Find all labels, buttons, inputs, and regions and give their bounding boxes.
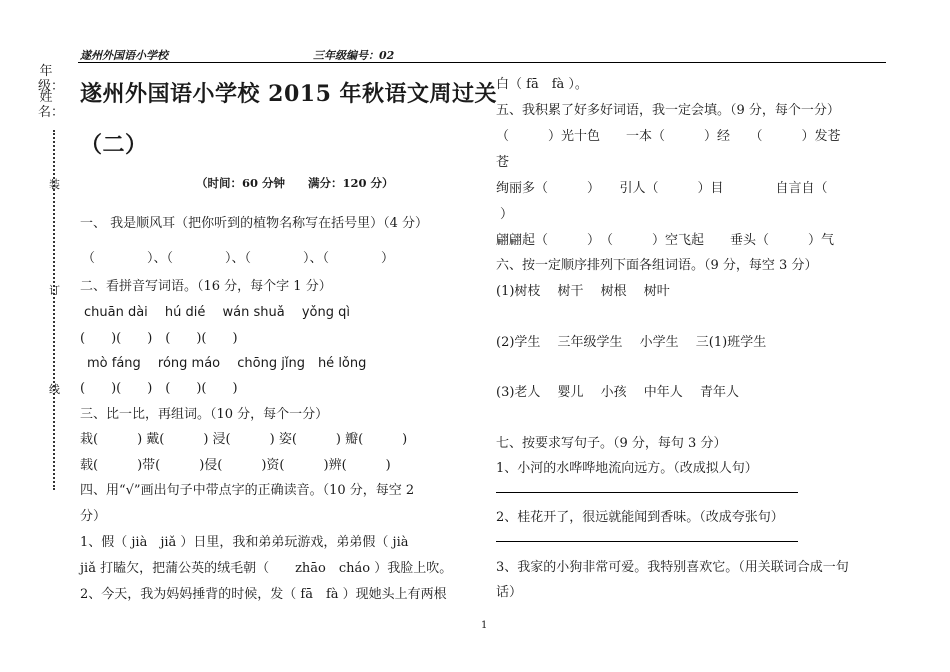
page-title: 遂州外国语小学校 2015 年秋语文周过关 — [80, 81, 498, 107]
question-2-blanks-2: ( )( ) ( )( ) — [80, 381, 238, 396]
exam-meta: （时间：60 分钟 满分：120 分） — [196, 176, 394, 190]
question-7-item-3b: 话） — [496, 585, 523, 600]
question-3: 三、比一比，再组词。（10 分，每个一分） — [80, 407, 329, 422]
header-rule — [78, 62, 886, 63]
question-2-pinyin-2: mò fáng róng máo chōng jǐng hé lǒng — [87, 356, 367, 371]
page-number: 1 — [481, 620, 488, 631]
question-7-item-1: 1、小河的水哗哗地流向远方。（改成拟人句） — [496, 461, 758, 476]
sentence-2b: 白（ fā fà ）。 — [496, 77, 588, 92]
answer-line-2[interactable] — [496, 541, 798, 542]
question-1-blanks: （ ）、（ ）、（ ）、（ ） — [82, 251, 395, 266]
sidebar-xian: 线 — [49, 383, 60, 396]
sentence-1a: 1、假（ jià jiǎ ）日里，我和弟弟玩游戏，弟弟假（ jià — [80, 535, 409, 550]
question-2: 二、看拼音写词语。（16 分，每个字 1 分） — [80, 279, 332, 294]
question-2-pinyin-1: chuān dài hú dié wán shuǎ yǒng qì — [84, 305, 350, 320]
question-6-group-1: (1)树枝 树干 树根 树叶 — [496, 284, 670, 299]
question-6: 六、按一定顺序排列下面各组词语。（9 分，每空 3 分） — [496, 258, 818, 273]
question-4: 四、用“√”画出句子中带点字的正确读音。（10 分，每空 2 — [80, 483, 415, 498]
question-6-group-2: (2)学生 三年级学生 小学生 三(1)班学生 — [496, 335, 767, 350]
question-1: 一、 我是顺风耳（把你听到的植物名称写在括号里）（4 分） — [80, 216, 429, 231]
page-title-sub: （二） — [80, 132, 148, 158]
sidebar-ding: 订 — [49, 284, 60, 297]
sidebar-name: 姓名： — [38, 90, 65, 120]
question-3-row-2: 载( )带( )侵( )资( )辨( ) — [80, 458, 391, 473]
question-5-row-1b: 苍 — [496, 155, 510, 170]
header-grade-code: 三年级编号：02 — [313, 49, 395, 62]
question-5-row-2: 绚丽多（ ） 引人（ ）目 自言自（ — [496, 181, 828, 196]
question-5-row-2b: ） — [500, 207, 514, 222]
sentence-1b: jiǎ 打瞌欠，把蒲公英的绒毛朝（ zhāo cháo ）我脸上吹。 — [80, 561, 453, 576]
question-7-item-3: 3、我家的小狗非常可爱。我特别喜欢它。（用关联词合成一句 — [496, 560, 849, 575]
header-school: 遂州外国语小学校 — [80, 49, 168, 62]
question-7: 七、按要求写句子。（9 分，每句 3 分） — [496, 436, 727, 451]
question-2-blanks-1: ( )( ) ( )( ) — [80, 331, 238, 346]
question-5-row-3: 翩翩起（ ） （ ）空飞起 垂头（ ）气 — [496, 233, 835, 248]
answer-line-1[interactable] — [496, 492, 798, 493]
question-5-row-1: （ ）光十色 一本（ ）经 （ ）发苍 — [496, 129, 841, 144]
question-6-group-3: (3)老人 婴儿 小孩 中年人 青年人 — [496, 385, 739, 400]
question-5: 五、我积累了好多好词语，我一定会填。（9 分，每个一分） — [496, 103, 840, 118]
sentence-2a: 2、今天，我为妈妈捶背的时候，发（ fā fà ）现她头上有两根 — [80, 587, 447, 602]
sidebar-grade: 年级： — [38, 64, 65, 94]
question-4-cont: 分） — [80, 509, 107, 524]
question-3-row-1: 栽( ) 戴( ) 浸( ) 姿( ) 瓣( ) — [80, 432, 408, 447]
question-7-item-2: 2、桂花开了，很远就能闻到香味。（改成夸张句） — [496, 510, 784, 525]
sidebar-zhuang: 装 — [49, 178, 60, 191]
